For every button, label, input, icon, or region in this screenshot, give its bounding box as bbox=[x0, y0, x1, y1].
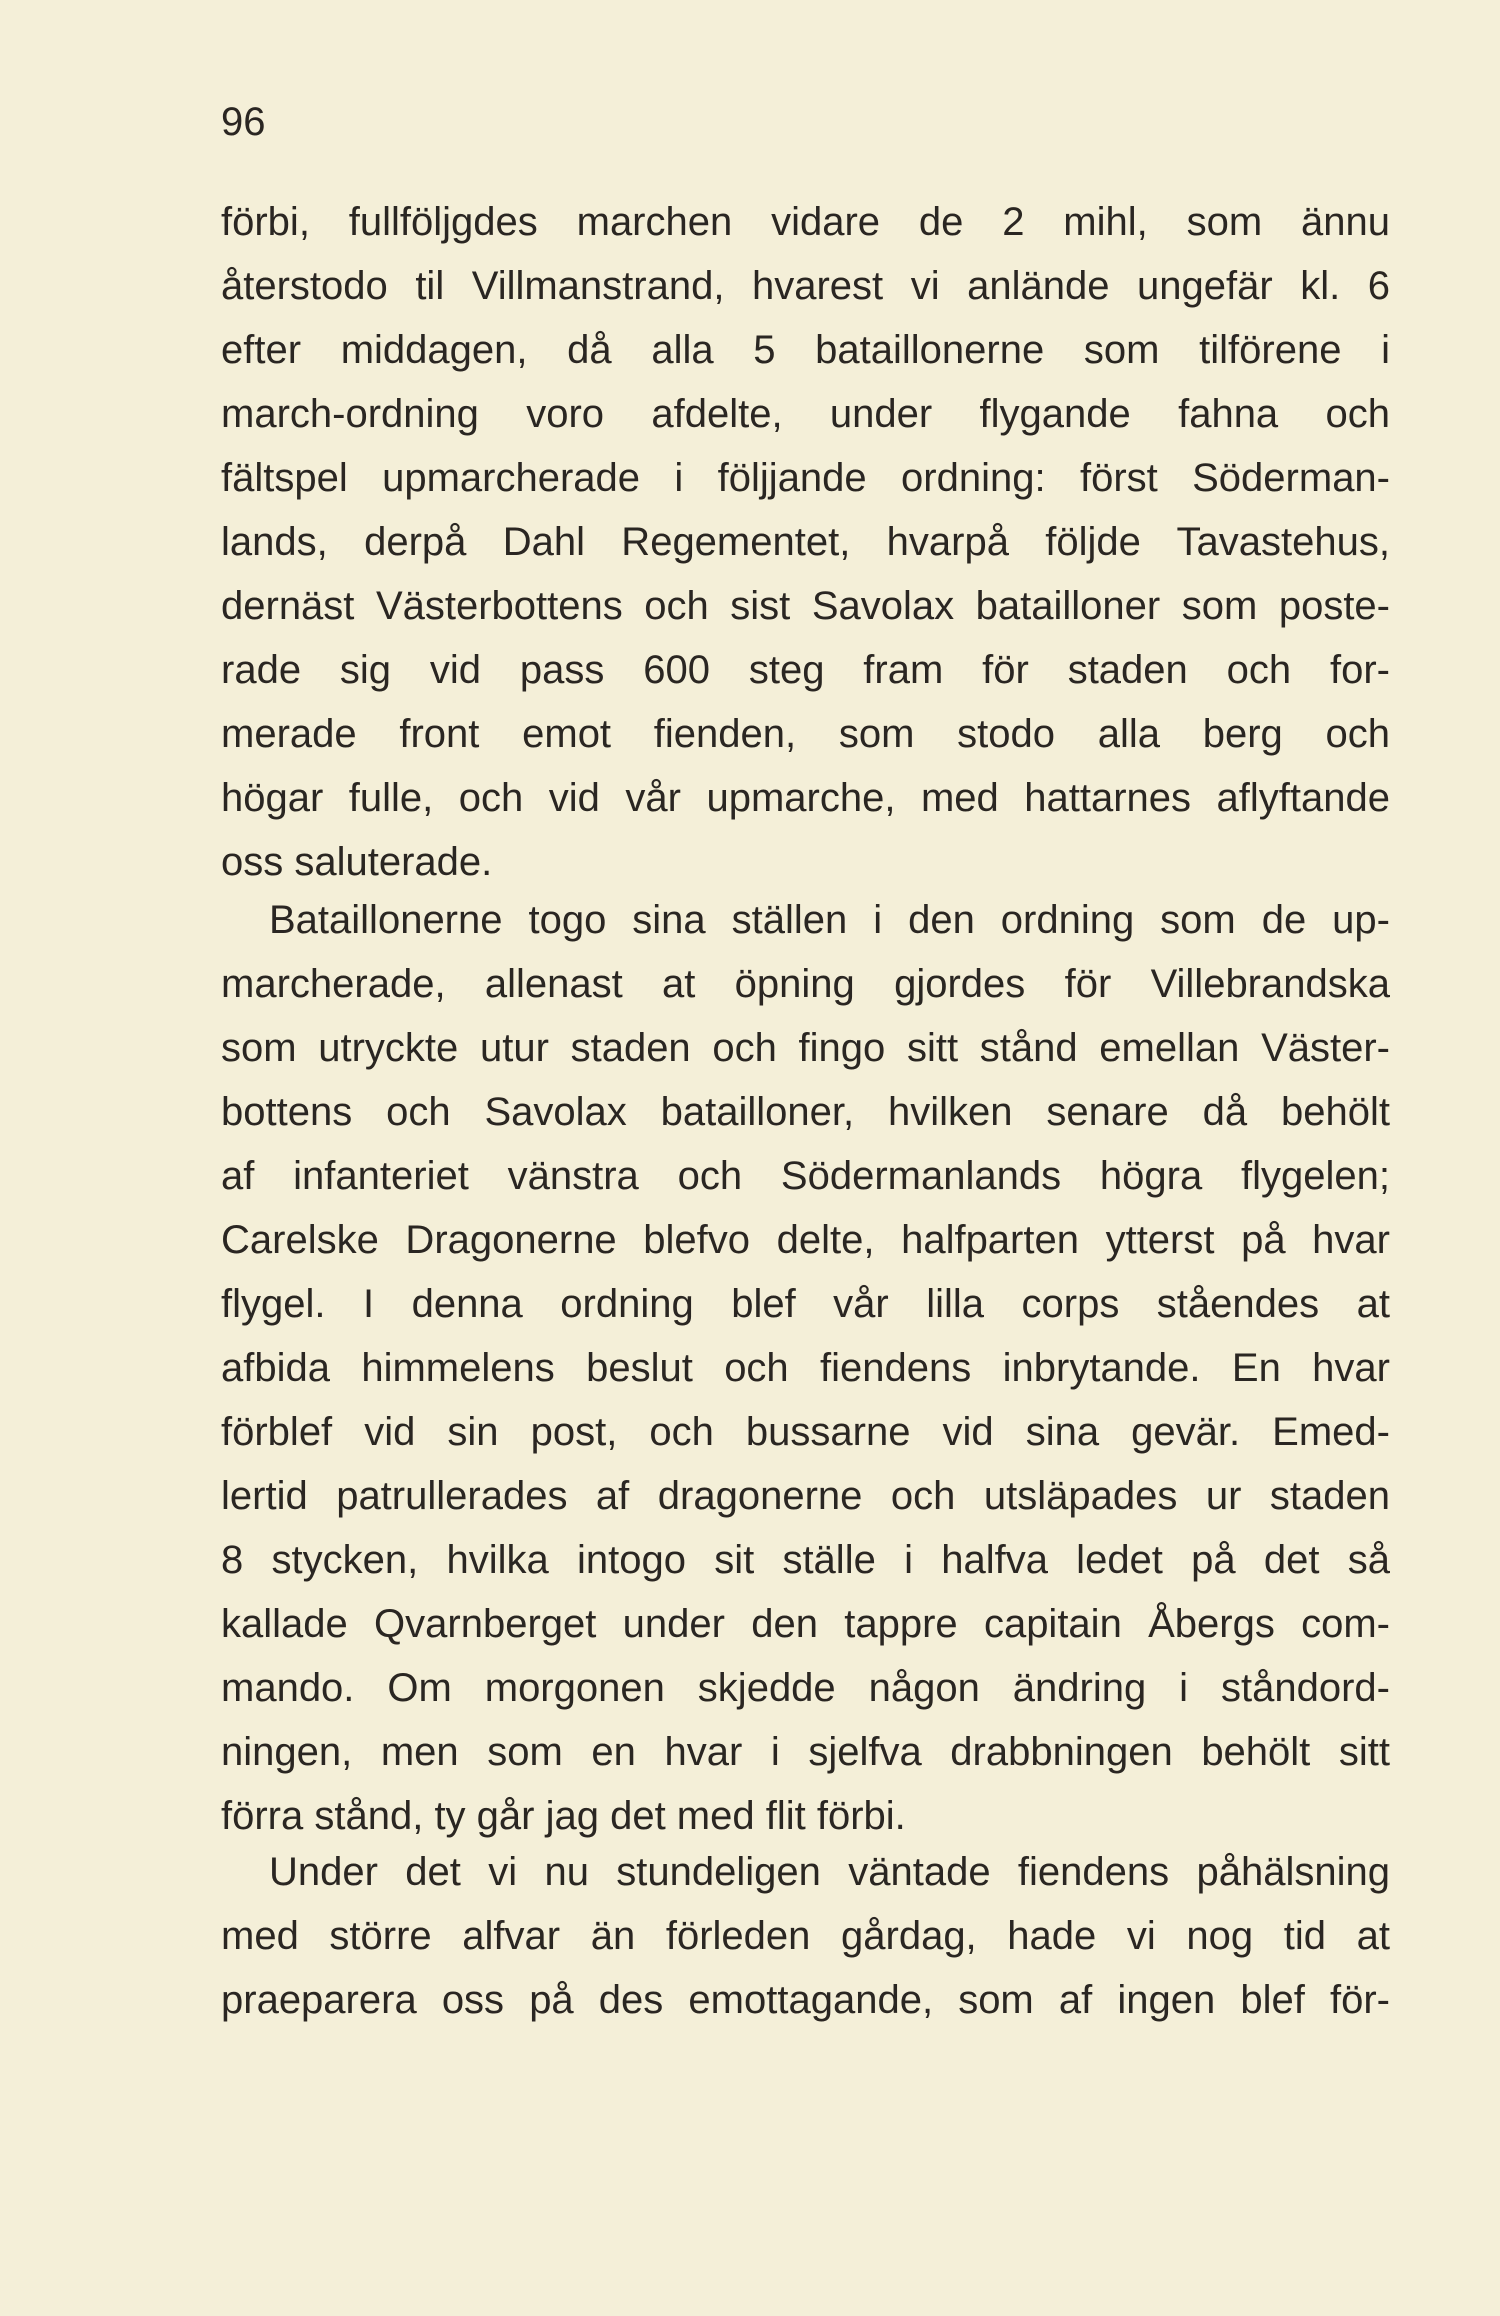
text-line: högar fulle, och vid vår upmarche, med hattarnes aflyftande bbox=[221, 776, 1390, 820]
text-line: som utryckte utur staden och fingo sitt stånd emellan Väster- bbox=[221, 1026, 1390, 1070]
text-line: efter middagen, då alla 5 bataillonerne som tilförene i bbox=[221, 328, 1390, 372]
text-line: återstodo til Villmanstrand, hvarest vi anlände ungefär kl. 6 bbox=[221, 264, 1390, 308]
text-line: förblef vid sin post, och bussarne vid sina gevär. Emed- bbox=[221, 1410, 1390, 1454]
text-line: Bataillonerne togo sina ställen i den ordning som de up- bbox=[269, 898, 1390, 942]
paragraph-1 bbox=[221, 190, 1390, 894]
text-line: Carelske Dragonerne blefvo delte, halfparten ytterst på hvar bbox=[221, 1218, 1390, 1262]
text-line: 8 stycken, hvilka intogo sit ställe i halfva ledet på det så bbox=[221, 1538, 1390, 1582]
text-line: Under det vi nu stundeligen väntade fiendens påhälsning bbox=[269, 1850, 1390, 1894]
text-line: kallade Qvarnberget under den tappre capitain Åbergs com- bbox=[221, 1602, 1390, 1646]
text-line: af infanteriet vänstra och Södermanlands högra flygelen; bbox=[221, 1154, 1390, 1198]
text-line: marcherade, allenast at öpning gjordes för Villebrandska bbox=[221, 962, 1390, 1006]
text-line: march-ordning voro afdelte, under flygande fahna och bbox=[221, 392, 1390, 436]
text-line: merade front emot fienden, som stodo alla berg och bbox=[221, 712, 1390, 756]
text-line: flygel. I denna ordning blef vår lilla corps ståendes at bbox=[221, 1282, 1390, 1326]
text-line: fältspel upmarcherade i följjande ordning: först Söderman- bbox=[221, 456, 1390, 500]
text-line: ningen, men som en hvar i sjelfva drabbningen behölt sitt bbox=[221, 1730, 1390, 1774]
text-line: praeparera oss på des emottagande, som af ingen blef för- bbox=[221, 1978, 1390, 2022]
text-line: bottens och Savolax batailloner, hvilken senare då behölt bbox=[221, 1090, 1390, 1134]
text-line: oss saluterade. bbox=[221, 840, 493, 884]
text-line: förra stånd, ty går jag det med flit förbi. bbox=[221, 1794, 906, 1838]
text-line: afbida himmelens beslut och fiendens inbrytande. En hvar bbox=[221, 1346, 1390, 1390]
text-line: förbi, fullföljgdes marchen vidare de 2 mihl, som ännu bbox=[221, 200, 1390, 244]
paragraph-2 bbox=[221, 888, 1390, 1848]
paragraph-3 bbox=[221, 1840, 1390, 2032]
text-line: lands, derpå Dahl Regementet, hvarpå följde Tavastehus, bbox=[221, 520, 1390, 564]
text-line: dernäst Västerbottens och sist Savolax batailloner som poste- bbox=[221, 584, 1390, 628]
text-line: lertid patrullerades af dragonerne och utsläpades ur staden bbox=[221, 1474, 1390, 1518]
page-number: 96 bbox=[221, 100, 266, 144]
text-line: mando. Om morgonen skjedde någon ändring i ståndord- bbox=[221, 1666, 1390, 1710]
text-line: rade sig vid pass 600 steg fram för staden och for- bbox=[221, 648, 1390, 692]
text-line: med större alfvar än förleden gårdag, hade vi nog tid at bbox=[221, 1914, 1390, 1958]
